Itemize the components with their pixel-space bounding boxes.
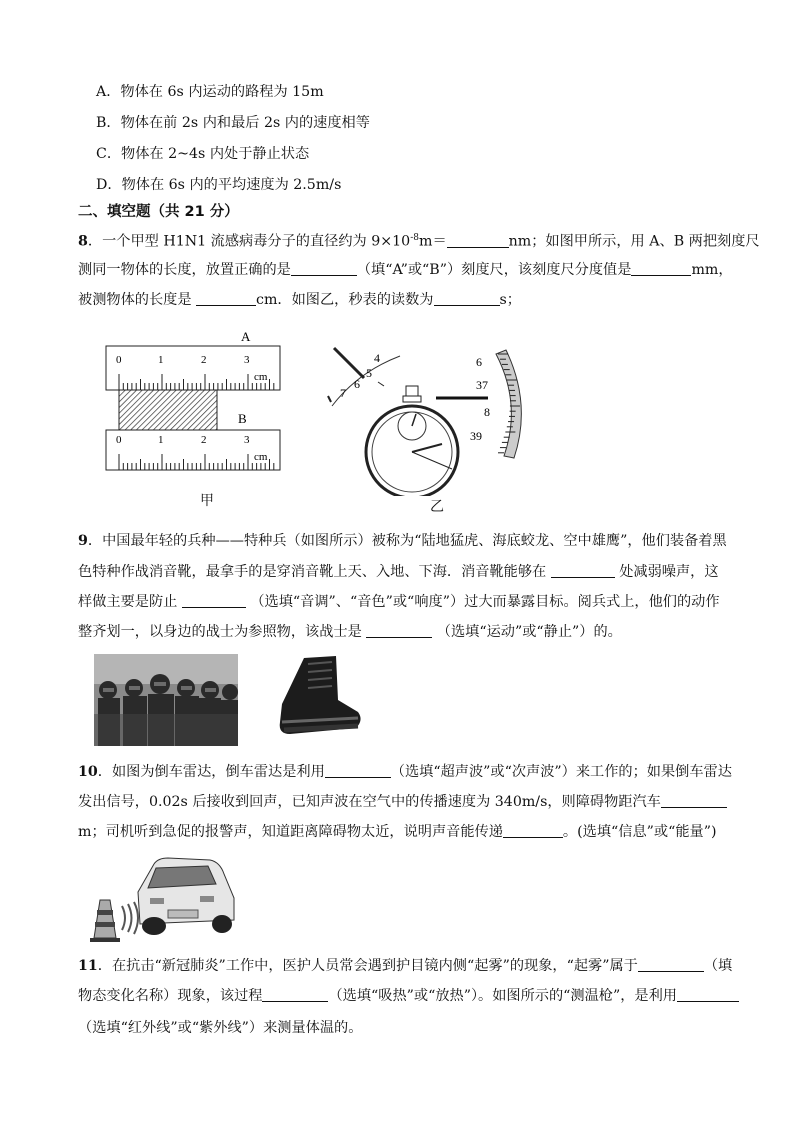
answer-blank[interactable] (638, 957, 704, 972)
ruler-b-unit: cm (254, 451, 268, 463)
tick-mark (378, 382, 384, 386)
ruler-b-label: B (238, 411, 247, 426)
figure-jia-caption: 甲 (200, 493, 214, 509)
q11-number: 11 (78, 958, 98, 974)
ruler-a-tick-label: 1 (158, 354, 164, 366)
stopwatch-figure (318, 344, 528, 496)
answer-blank[interactable] (631, 261, 691, 276)
ruler-a-label: A (241, 329, 251, 344)
answer-blank[interactable] (325, 763, 391, 778)
q8-line-3: 被测物体的长度是 cm．如图乙，秒表的读数为 s； (78, 292, 521, 308)
second-label: 6 (476, 355, 482, 369)
ruler-a-tick-label: 3 (244, 354, 250, 366)
soldiers-photo (94, 654, 238, 746)
ruler-a-tick-label: 0 (116, 354, 122, 366)
second-scale-strip (496, 350, 521, 458)
tick-mark (328, 396, 331, 402)
q9-line-3: 样做主要是防止 （选填“音调”、“音色”或“响度”）过大而暴露目标。阅兵式上，他们的动作 (78, 594, 720, 610)
q10-number: 10 (78, 764, 98, 780)
option-a: A．物体在 6s 内运动的路程为 15m (96, 84, 324, 100)
q11-line-2: 物态变化名称）现象，该过程 （选填“吸热”或“放热”）。如图所示的“测温枪”，是利用 (78, 986, 739, 1006)
q10-line-1: 10．如图为倒车雷达，倒车雷达是利用 （选填“超声波”或“次声波”）来工作的；如果倒车雷达 (78, 764, 732, 780)
option-c: C．物体在 2~4s 内处于静止状态 (96, 146, 310, 162)
ruler-b-tick-label: 1 (158, 434, 164, 446)
answer-blank[interactable] (551, 563, 615, 578)
boot-image (274, 654, 364, 738)
answer-blank[interactable] (291, 261, 357, 276)
measured-object (119, 390, 217, 430)
traffic-cone (94, 900, 116, 938)
ruler-a-tick-label: 2 (201, 354, 207, 366)
second-label: 37 (476, 378, 488, 392)
stopwatch-crown (406, 386, 418, 396)
car-radar-image (88, 854, 238, 946)
ruler-figure (104, 326, 286, 478)
q10-line-3: m；司机听到急促的报警声，知道距离障碍物太近，说明声音能传递 。(选填“信息”或“能量”) (78, 824, 717, 840)
answer-blank[interactable] (503, 823, 563, 838)
q9-line-1: 9．中国最年轻的兵种——特种兵（如图所示）被称为“陆地猛虎、海底蛟龙、空中雄鹰”，他们装备着黑 (78, 533, 727, 549)
option-d: D．物体在 6s 内的平均速度为 2.5m/s (96, 177, 342, 193)
q11-line-1: 11．在抗击“新冠肺炎”工作中，医护人员常会遇到护目镜内侧“起雾”的现象，“起雾”属于 （填 (78, 958, 733, 974)
ruler-b-tick-label: 3 (244, 434, 250, 446)
answer-blank[interactable] (262, 987, 328, 1002)
stopwatch-crown-base (403, 396, 421, 402)
answer-blank[interactable] (677, 987, 739, 1002)
section-title: 二、填空题（共 21 分） (78, 204, 239, 220)
q8-line-2: 测同一物体的长度，放置正确的是 （填“A”或“B”）刻度尺，该刻度尺分度值是 mm， (78, 262, 733, 278)
minute-label: 7 (340, 386, 346, 400)
minute-pointer (334, 348, 364, 378)
q10-line-2: 发出信号，0.02s 后接收到回声，已知声波在空气中的传播速度为 340m/s，则障碍物距汽车 (78, 792, 727, 812)
answer-blank[interactable] (434, 291, 500, 306)
answer-blank[interactable] (447, 233, 509, 248)
ruler-b-tick-label: 0 (116, 434, 122, 446)
minute-label: 4 (374, 351, 380, 365)
option-b: B．物体在前 2s 内和最后 2s 内的速度相等 (96, 115, 370, 131)
minute-label: 5 (366, 366, 372, 380)
ruler-a-unit: cm (254, 371, 268, 383)
sound-waves (122, 902, 138, 934)
answer-blank[interactable] (196, 291, 256, 306)
ruler-b-tick-label: 2 (201, 434, 207, 446)
q8-line-1: 8．一个甲型 H1N1 流感病毒分子的直径约为 $9\times 10^{-8}m=$ nm；如图甲所示，用 A、B 两把刻度尺 (78, 233, 760, 250)
answer-blank[interactable] (182, 593, 246, 608)
q9-number: 9 (78, 533, 88, 549)
minute-label: 6 (354, 377, 360, 391)
answer-blank[interactable] (366, 623, 432, 638)
second-label: 8 (484, 405, 490, 419)
q11-line-3: （选填“红外线”或“紫外线”）来测量体温的。 (78, 1020, 363, 1036)
q8-number: 8 (78, 233, 88, 250)
figure-yi-caption: 乙 (430, 499, 444, 515)
q9-line-2: 色特种作战消音靴，最拿手的是穿消音靴上天、入地、下海．消音靴能够在 处减弱噪声，这 (78, 564, 719, 580)
second-label: 39 (470, 429, 482, 443)
q9-line-4: 整齐划一，以身边的战士为参照物，该战士是 （选填“运动”或“静止”）的。 (78, 624, 622, 640)
answer-blank[interactable] (661, 793, 727, 808)
